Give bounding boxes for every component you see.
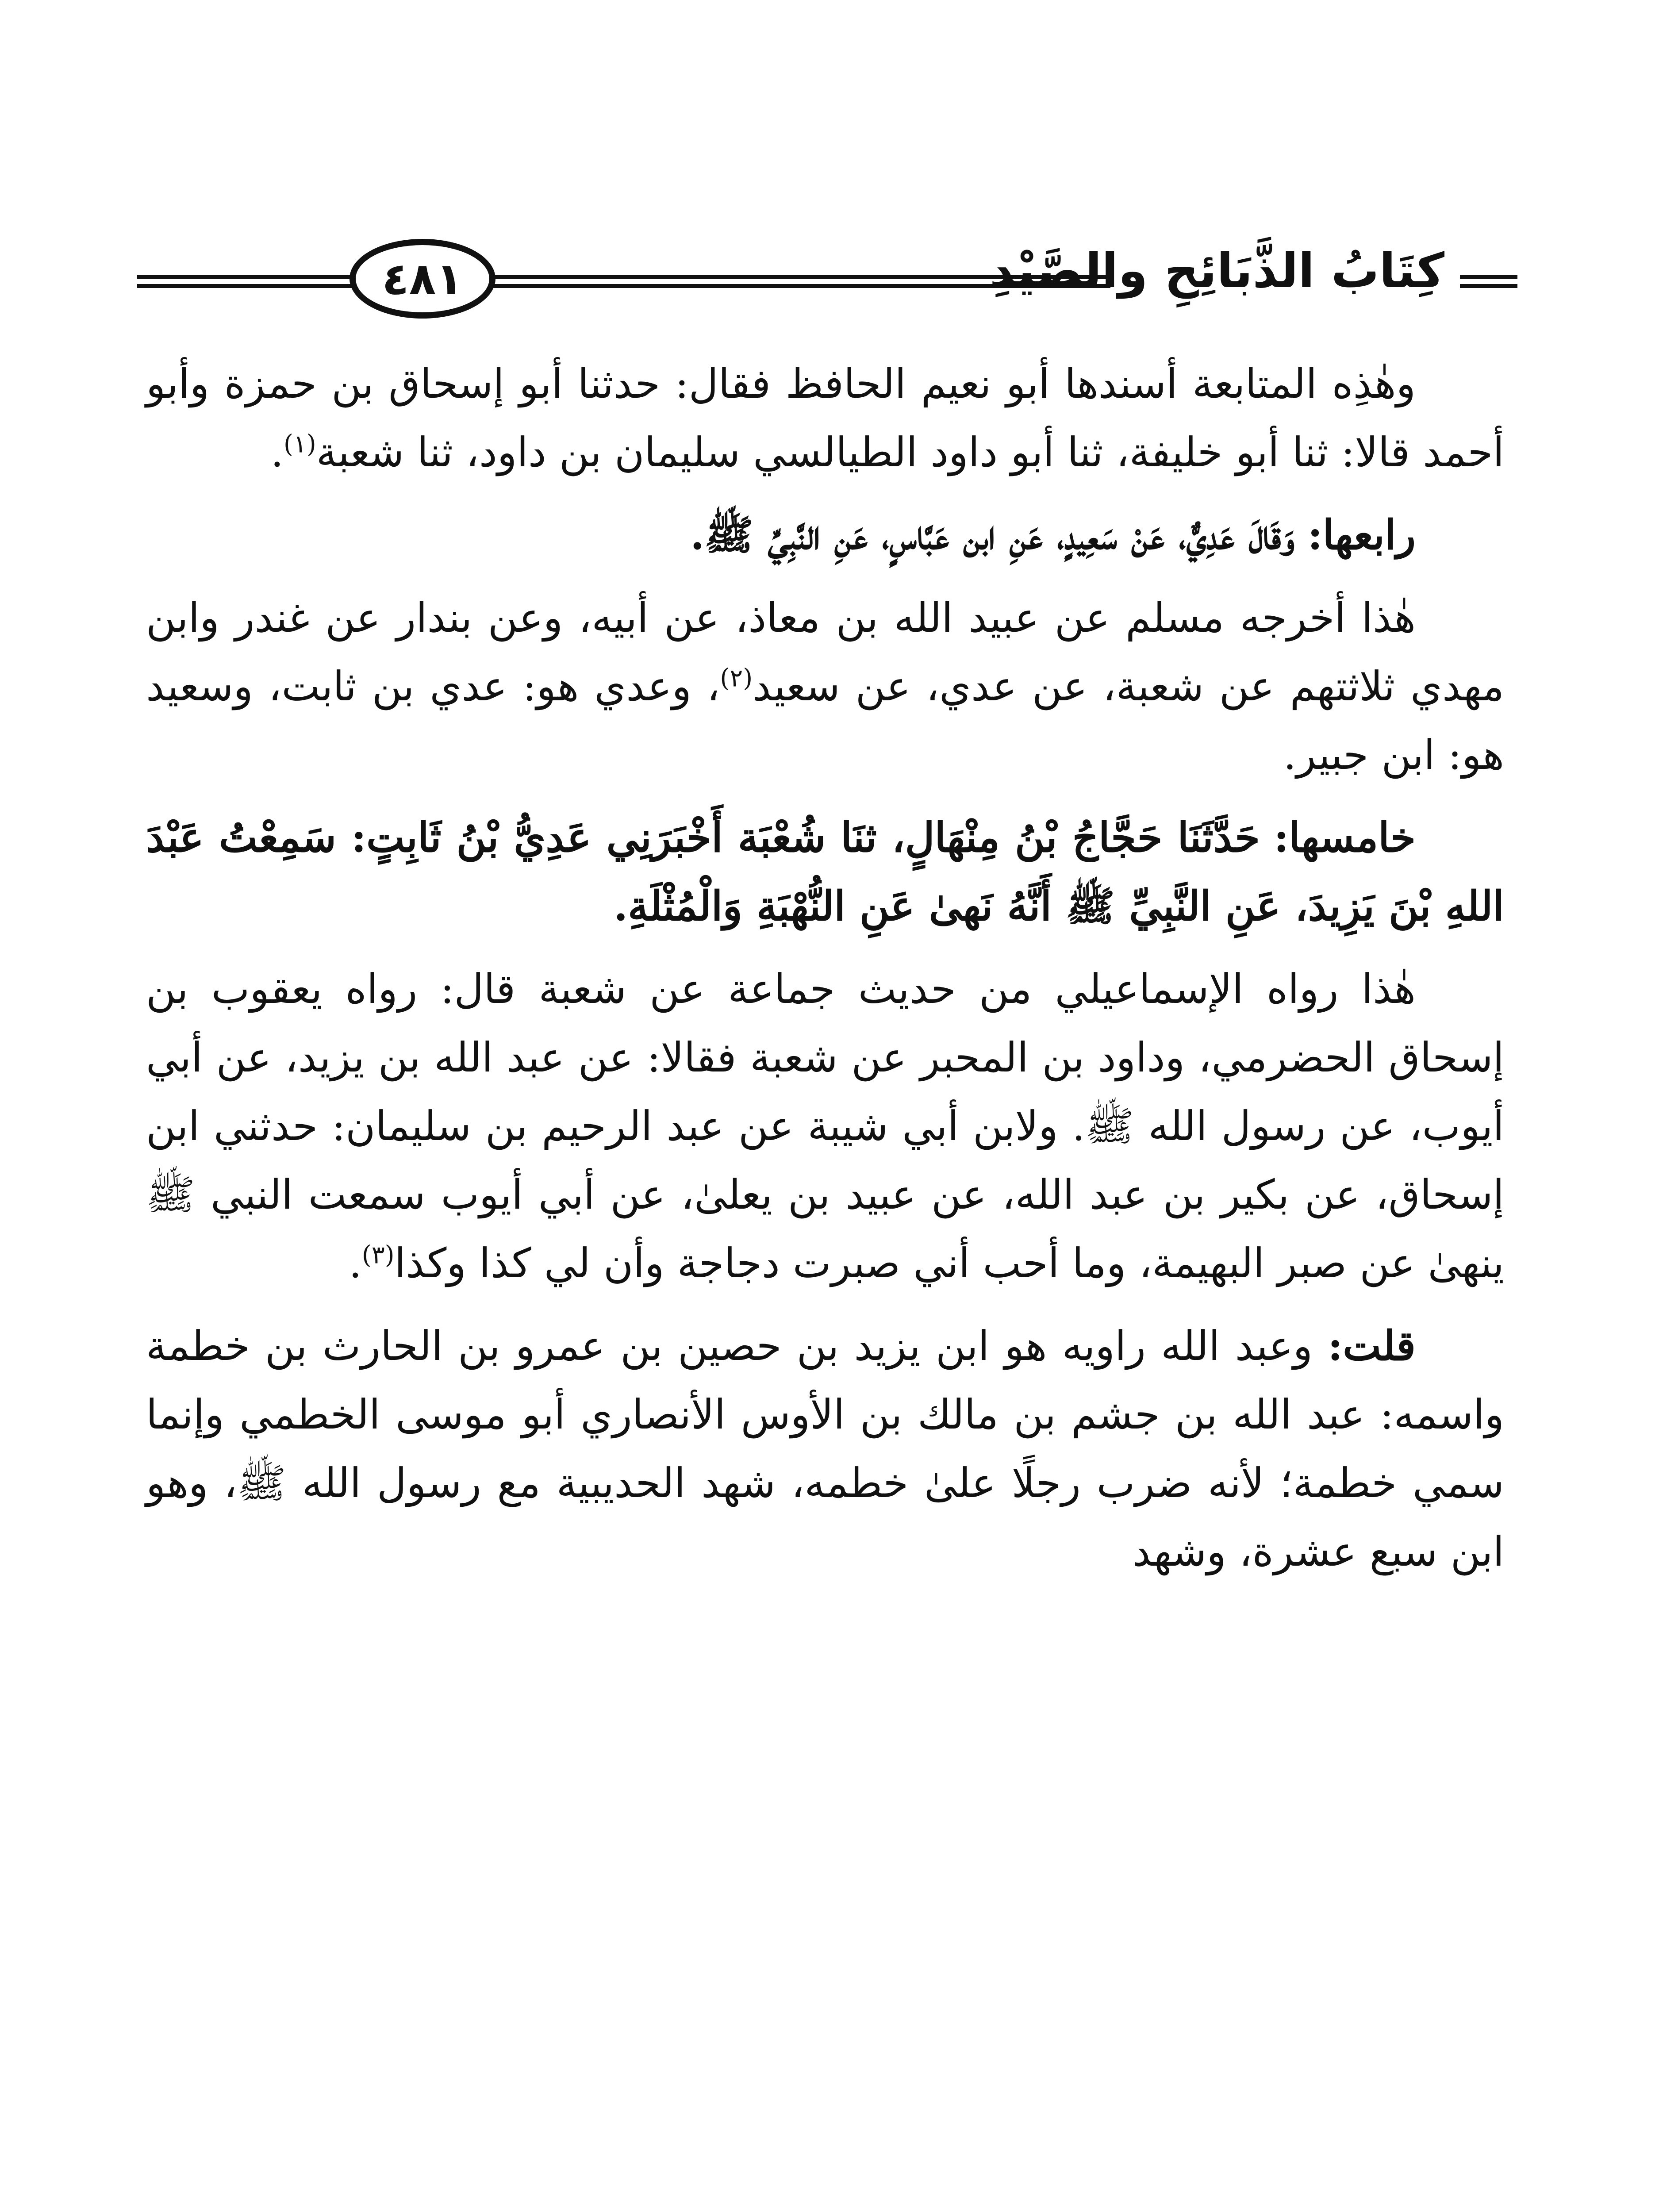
paragraph bbox=[146, 501, 1504, 569]
paragraph bbox=[146, 349, 1504, 487]
paragraph-text: هٰذا رواه الإسماعيلي من حديث جماعة عن شعبة قال: رواه يعقوب بن إسحاق الحضرمي، وداود بن المحبر عن شعبة فقالا: عن عبد الله بن يزيد، عن أبي أيوب، عن رسول الله ﷺ. ولابن أبي شيبة عن عبد الرحيم بن سليمان: حدثني ابن إسحاق، عن بكير بن عبد الله، عن عبيد بن يعلىٰ، عن أبي أيوب سمعت النبي ﷺ ينهىٰ عن صبر البهيمة، وما أحب أني صبرت دجاجة وأن لي كذا وكذا bbox=[146, 965, 1504, 1287]
paragraph bbox=[146, 1312, 1504, 1586]
hadith-text: حَدَّثَنَا حَجَّاجُ بْنُ مِنْهَالٍ، ثنَا شُعْبَة أَخْبَرَنِي عَدِيُّ بْنُ ثَابِتٍ: سَمِعْتُ عَبْدَ اللهِ بْنَ يَزِيدَ، عَنِ النَّبِيِّ ﷺ أَنَّهُ نَهىٰ عَنِ النُّهْبَةِ وَالْمُثْلَةِ. bbox=[146, 814, 1504, 930]
header-rule-right-top bbox=[1460, 275, 1517, 279]
paragraph bbox=[146, 584, 1504, 789]
paragraph bbox=[146, 955, 1504, 1298]
paragraph-label: رابعها: bbox=[1307, 511, 1416, 559]
paragraph-tail: ، وعدي هو: عدي بن ثابت، وسعيد هو: ابن جبير. bbox=[146, 663, 1504, 779]
paragraph-tail: . bbox=[270, 429, 284, 476]
footnote-ref: (١) bbox=[283, 430, 316, 459]
header-rule-left-top bbox=[137, 275, 354, 279]
footnote-ref: (٢) bbox=[720, 664, 753, 693]
page-number: ٤٨١ bbox=[349, 239, 495, 319]
page-header bbox=[137, 234, 1517, 323]
paragraph-text: وعبد الله راويه هو ابن يزيد بن حصين بن عمرو بن الحارث بن خطمة واسمه: عبد الله بن جشم بن مالك بن الأوس الأنصاري أبو موسى الخطمي وإنما سمي خطمة؛ لأنه ضرب رجلًا علىٰ خطمه، شهد الحديبية مع رسول الله ﷺ، وهو ابن سبع عشرة، وشهد bbox=[146, 1322, 1504, 1575]
paragraph-label: خامسها: bbox=[1274, 814, 1416, 861]
paragraph-label: قلت: bbox=[1328, 1322, 1416, 1370]
footnote-ref: (٣) bbox=[361, 1240, 395, 1270]
main-text bbox=[146, 349, 1504, 1600]
paragraph-tail: . bbox=[349, 1240, 362, 1287]
paragraph-text: هٰذا أخرجه مسلم عن عبيد الله بن معاذ، عن أبيه، وعن بندار عن غندر وابن مهدي ثلاثتهم عن شعبة، عن عدي، عن سعيد bbox=[146, 594, 1504, 710]
running-title: كِتَابُ الذَّبَائِحِ والصَّيْدِ bbox=[989, 243, 1444, 299]
paragraph-text: وهٰذِه المتابعة أسندها أبو نعيم الحافظ فقال: حدثنا أبو إسحاق بن حمزة وأبو أحمد قالا: ثنا أبو خليفة، ثنا أبو داود الطيالسي سليمان بن داود، ثنا شعبة bbox=[146, 360, 1504, 476]
header-rule-left-bottom bbox=[137, 284, 354, 288]
paragraph bbox=[146, 803, 1504, 941]
hadith-text: وَقَالَ عَدِيٌّ، عَنْ سَعِيدٍ، عَنِ ابن عَبَّاسٍ، عَنِ النَّبِيِّ ﷺ. bbox=[690, 511, 1295, 559]
header-rule-right-bottom bbox=[1460, 284, 1517, 288]
